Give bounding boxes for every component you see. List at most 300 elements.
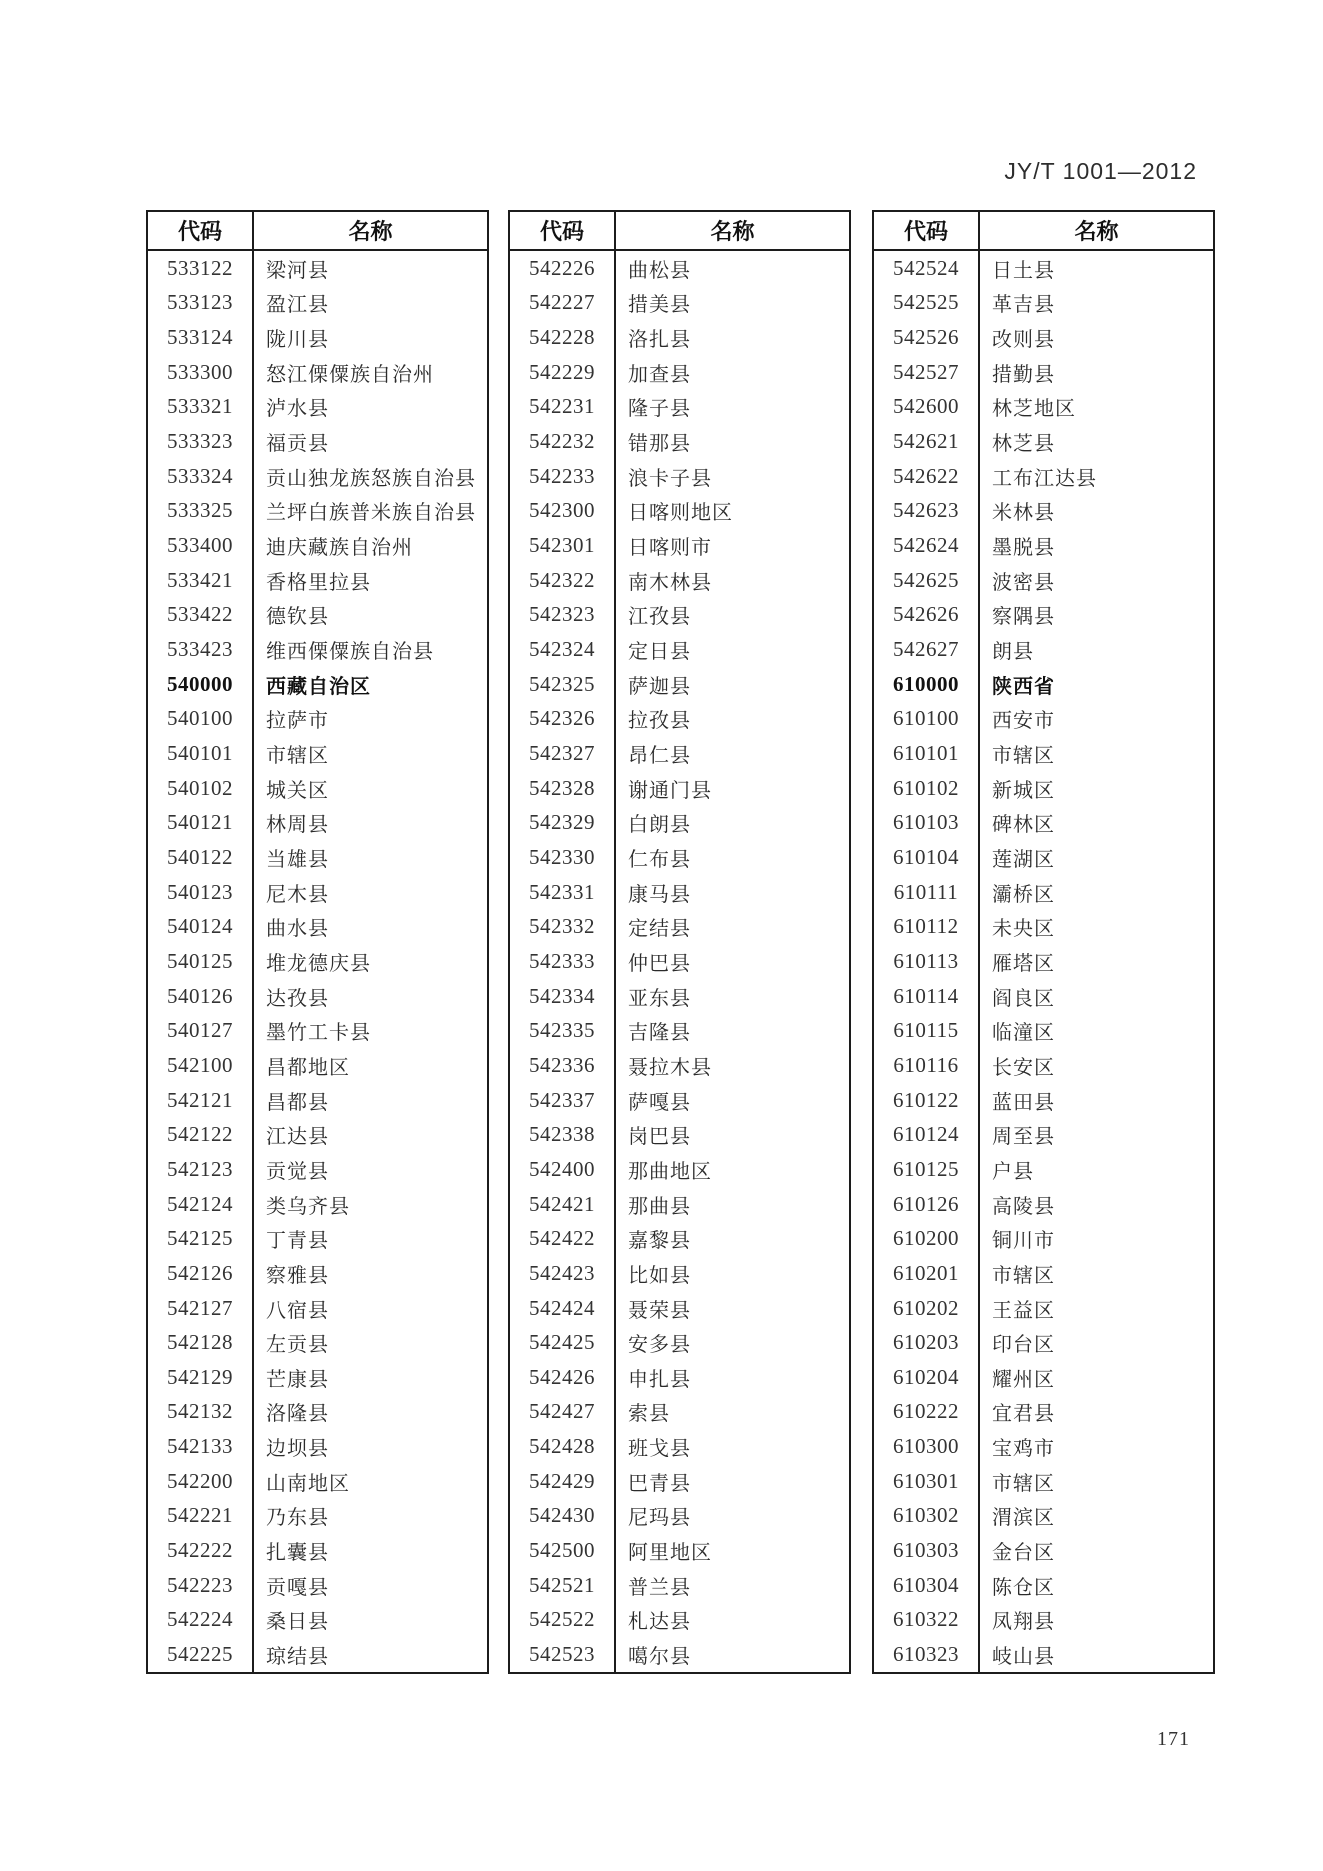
code-cell: 542322 — [510, 563, 616, 598]
table-row — [510, 355, 849, 390]
code-cell: 542133 — [148, 1429, 254, 1464]
code-cell: 533421 — [148, 563, 254, 598]
table-row — [874, 1256, 1213, 1291]
code-cell: 610113 — [874, 944, 980, 979]
name-cell: 那曲地区 — [628, 1160, 712, 1183]
name-cell: 周至县 — [992, 1126, 1055, 1149]
table-row — [510, 494, 849, 529]
code-cell: 542621 — [874, 424, 980, 459]
name-cell: 定日县 — [628, 641, 691, 664]
name-cell: 普兰县 — [628, 1576, 691, 1599]
code-cell: 542426 — [510, 1360, 616, 1395]
table-row — [874, 1568, 1213, 1603]
name-cell: 市辖区 — [266, 745, 329, 768]
table-row — [148, 1083, 487, 1118]
table-row — [148, 909, 487, 944]
code-cell: 533321 — [148, 390, 254, 425]
table-row — [510, 424, 849, 459]
code-cell: 533324 — [148, 459, 254, 494]
name-cell: 丁青县 — [266, 1230, 329, 1253]
code-cell: 610303 — [874, 1533, 980, 1568]
name-cell: 贡山独龙族怒族自治县 — [266, 467, 476, 490]
name-cell: 扎囊县 — [266, 1542, 329, 1565]
name-cell: 江达县 — [266, 1126, 329, 1149]
name-cell: 岐山县 — [992, 1646, 1055, 1669]
name-cell: 洛隆县 — [266, 1403, 329, 1426]
name-cell: 类乌齐县 — [266, 1195, 350, 1218]
table-row — [148, 667, 487, 702]
table-row — [510, 1395, 849, 1430]
code-cell: 610200 — [874, 1221, 980, 1256]
name-cell: 仁布县 — [628, 848, 691, 871]
name-cell: 雁塔区 — [992, 952, 1055, 975]
table-row — [874, 1464, 1213, 1499]
name-cell: 康马县 — [628, 883, 691, 906]
table-row — [510, 840, 849, 875]
name-cell: 谢通门县 — [628, 779, 712, 802]
name-cell: 昂仁县 — [628, 745, 691, 768]
code-cell: 542132 — [148, 1395, 254, 1430]
table-header-row — [874, 212, 1213, 251]
code-cell: 542225 — [148, 1637, 254, 1672]
table-row — [510, 598, 849, 633]
table-row — [148, 875, 487, 910]
table-row — [874, 840, 1213, 875]
code-cell: 610104 — [874, 840, 980, 875]
name-cell: 灞桥区 — [992, 883, 1055, 906]
code-cell: 542625 — [874, 563, 980, 598]
name-cell: 未央区 — [992, 918, 1055, 941]
code-cell: 540100 — [148, 702, 254, 737]
name-cell: 拉萨市 — [266, 710, 329, 733]
table-header-row — [148, 212, 487, 251]
code-cell: 610101 — [874, 736, 980, 771]
name-cell: 错那县 — [628, 433, 691, 456]
code-cell: 542427 — [510, 1395, 616, 1430]
code-cell: 542127 — [148, 1291, 254, 1326]
code-cell: 542624 — [874, 528, 980, 563]
table-row — [874, 979, 1213, 1014]
table-row — [148, 771, 487, 806]
table-row — [148, 1395, 487, 1430]
column-header-name: 名称 — [348, 219, 393, 244]
table-row — [510, 1499, 849, 1534]
table-row — [874, 528, 1213, 563]
code-cell: 540121 — [148, 806, 254, 841]
code-cell: 542233 — [510, 459, 616, 494]
table-row — [874, 563, 1213, 598]
name-cell: 梁河县 — [266, 259, 329, 282]
table-row — [874, 1187, 1213, 1222]
name-cell: 察隅县 — [992, 606, 1055, 629]
table-row — [874, 1637, 1213, 1672]
table-row — [148, 944, 487, 979]
code-cell: 610322 — [874, 1603, 980, 1638]
table-row — [510, 1256, 849, 1291]
code-cell: 542522 — [510, 1603, 616, 1638]
name-cell: 安多县 — [628, 1334, 691, 1357]
code-cell: 540127 — [148, 1013, 254, 1048]
table-row — [148, 979, 487, 1014]
name-cell: 林芝县 — [992, 433, 1055, 456]
name-cell: 琼结县 — [266, 1646, 329, 1669]
name-cell: 朗县 — [992, 641, 1034, 664]
table-row — [510, 1187, 849, 1222]
table-row — [148, 1360, 487, 1395]
name-cell: 市辖区 — [992, 745, 1055, 768]
name-cell: 拉孜县 — [628, 710, 691, 733]
table-row — [148, 1152, 487, 1187]
code-cell: 542328 — [510, 771, 616, 806]
table-row — [510, 632, 849, 667]
name-cell: 凤翔县 — [992, 1611, 1055, 1634]
name-cell: 林周县 — [266, 814, 329, 837]
table-row — [874, 1083, 1213, 1118]
table-row — [510, 979, 849, 1014]
name-cell: 福贡县 — [266, 433, 329, 456]
table-row — [148, 1013, 487, 1048]
code-cell: 542122 — [148, 1117, 254, 1152]
code-cell: 542126 — [148, 1256, 254, 1291]
code-cell: 542128 — [148, 1325, 254, 1360]
code-cell: 610201 — [874, 1256, 980, 1291]
name-cell: 贡嘎县 — [266, 1576, 329, 1599]
table-row — [510, 702, 849, 737]
name-cell: 措美县 — [628, 294, 691, 317]
table-row — [510, 806, 849, 841]
code-cell: 533124 — [148, 320, 254, 355]
code-cell: 610222 — [874, 1395, 980, 1430]
table-row — [510, 1291, 849, 1326]
name-cell: 泸水县 — [266, 398, 329, 421]
code-cell: 542423 — [510, 1256, 616, 1291]
name-cell: 芒康县 — [266, 1368, 329, 1391]
name-cell: 墨脱县 — [992, 537, 1055, 560]
table-row — [148, 1291, 487, 1326]
table-row — [510, 390, 849, 425]
name-cell: 昌都县 — [266, 1091, 329, 1114]
table-row — [874, 909, 1213, 944]
code-cell: 542424 — [510, 1291, 616, 1326]
code-cell: 542231 — [510, 390, 616, 425]
code-cell: 542121 — [148, 1083, 254, 1118]
code-cell: 542335 — [510, 1013, 616, 1048]
code-cell: 542324 — [510, 632, 616, 667]
table-row — [148, 355, 487, 390]
table-row — [510, 286, 849, 321]
table-row — [510, 1117, 849, 1152]
table-row — [148, 390, 487, 425]
table-row — [874, 1395, 1213, 1430]
table-row — [874, 320, 1213, 355]
name-cell: 盈江县 — [266, 294, 329, 317]
table-row — [874, 286, 1213, 321]
name-cell: 加查县 — [628, 363, 691, 386]
table-row — [148, 1256, 487, 1291]
table-row — [874, 702, 1213, 737]
name-cell: 金台区 — [992, 1542, 1055, 1565]
name-cell: 当雄县 — [266, 848, 329, 871]
name-cell: 莲湖区 — [992, 848, 1055, 871]
table-row — [148, 702, 487, 737]
code-cell: 542223 — [148, 1568, 254, 1603]
name-cell: 阎良区 — [992, 987, 1055, 1010]
name-cell: 林芝地区 — [992, 398, 1076, 421]
code-cell: 610202 — [874, 1291, 980, 1326]
name-cell: 白朗县 — [628, 814, 691, 837]
code-cell: 540126 — [148, 979, 254, 1014]
table-body — [148, 251, 487, 1672]
table-row — [148, 1048, 487, 1083]
name-cell: 噶尔县 — [628, 1646, 691, 1669]
name-cell: 洛扎县 — [628, 329, 691, 352]
name-cell: 曲松县 — [628, 259, 691, 282]
table-row — [874, 1533, 1213, 1568]
code-cell: 542421 — [510, 1187, 616, 1222]
code-cell: 542334 — [510, 979, 616, 1014]
name-cell: 西安市 — [992, 710, 1055, 733]
code-cell: 542227 — [510, 286, 616, 321]
code-cell: 540124 — [148, 909, 254, 944]
table-row — [510, 667, 849, 702]
code-cell: 533300 — [148, 355, 254, 390]
code-cell: 610112 — [874, 909, 980, 944]
table-row — [874, 1013, 1213, 1048]
code-cell: 542124 — [148, 1187, 254, 1222]
table-row — [874, 1048, 1213, 1083]
code-cell: 542200 — [148, 1464, 254, 1499]
table-row — [148, 736, 487, 771]
name-cell: 市辖区 — [992, 1472, 1055, 1495]
name-cell: 改则县 — [992, 329, 1055, 352]
code-cell: 610300 — [874, 1429, 980, 1464]
code-cell: 542425 — [510, 1325, 616, 1360]
name-cell: 江孜县 — [628, 606, 691, 629]
table-row — [510, 528, 849, 563]
table-row — [510, 563, 849, 598]
table-row — [510, 1083, 849, 1118]
code-cell: 542228 — [510, 320, 616, 355]
name-cell: 左贡县 — [266, 1334, 329, 1357]
code-cell: 542222 — [148, 1533, 254, 1568]
code-cell: 610111 — [874, 875, 980, 910]
name-cell: 仲巴县 — [628, 952, 691, 975]
table-row — [148, 528, 487, 563]
table-row — [874, 1360, 1213, 1395]
table-row — [874, 598, 1213, 633]
code-cell: 542333 — [510, 944, 616, 979]
table-row — [874, 1221, 1213, 1256]
code-table-middle — [508, 210, 851, 1674]
table-row — [510, 1568, 849, 1603]
table-row — [148, 1117, 487, 1152]
code-cell: 533123 — [148, 286, 254, 321]
code-cell: 542521 — [510, 1568, 616, 1603]
name-cell: 迪庆藏族自治州 — [266, 537, 413, 560]
name-cell: 铜川市 — [992, 1230, 1055, 1253]
code-cell: 542331 — [510, 875, 616, 910]
table-row — [148, 424, 487, 459]
table-row — [510, 320, 849, 355]
table-row — [148, 1568, 487, 1603]
table-row — [874, 1291, 1213, 1326]
name-cell: 新城区 — [992, 779, 1055, 802]
table-row — [148, 632, 487, 667]
code-cell: 542622 — [874, 459, 980, 494]
code-cell: 542129 — [148, 1360, 254, 1395]
table-row — [510, 1603, 849, 1638]
name-cell: 岗巴县 — [628, 1126, 691, 1149]
name-cell: 隆子县 — [628, 398, 691, 421]
name-cell: 比如县 — [628, 1264, 691, 1287]
column-header-name: 名称 — [710, 219, 755, 244]
code-cell: 542100 — [148, 1048, 254, 1083]
table-row — [148, 251, 487, 286]
name-cell: 乃东县 — [266, 1507, 329, 1530]
code-cell: 542526 — [874, 320, 980, 355]
table-row — [510, 771, 849, 806]
name-cell: 索县 — [628, 1403, 670, 1426]
code-cell: 610115 — [874, 1013, 980, 1048]
code-cell: 610102 — [874, 771, 980, 806]
code-cell: 610302 — [874, 1499, 980, 1534]
name-cell: 宝鸡市 — [992, 1438, 1055, 1461]
table-row — [510, 459, 849, 494]
table-row — [874, 424, 1213, 459]
name-cell: 工布江达县 — [992, 467, 1097, 490]
table-body — [510, 251, 849, 1672]
table-row — [510, 875, 849, 910]
name-cell: 南木林县 — [628, 571, 712, 594]
table-row — [148, 1429, 487, 1464]
code-cell: 542123 — [148, 1152, 254, 1187]
table-row — [510, 1533, 849, 1568]
table-row — [148, 286, 487, 321]
name-cell: 兰坪白族普米族自治县 — [266, 502, 476, 525]
table-row — [148, 1464, 487, 1499]
name-cell: 碑林区 — [992, 814, 1055, 837]
name-cell: 聂拉木县 — [628, 1056, 712, 1079]
table-row — [874, 1603, 1213, 1638]
table-row — [148, 1325, 487, 1360]
code-cell: 542226 — [510, 251, 616, 286]
table-row — [148, 320, 487, 355]
table-row — [510, 1013, 849, 1048]
code-cell: 610122 — [874, 1083, 980, 1118]
code-cell: 610116 — [874, 1048, 980, 1083]
column-header-code: 代码 — [148, 212, 254, 249]
code-cell: 542221 — [148, 1499, 254, 1534]
code-cell: 542527 — [874, 355, 980, 390]
table-row — [510, 909, 849, 944]
name-cell: 山南地区 — [266, 1472, 350, 1495]
code-cell: 542229 — [510, 355, 616, 390]
table-row — [874, 459, 1213, 494]
code-cell: 542627 — [874, 632, 980, 667]
table-row — [874, 944, 1213, 979]
table-row — [874, 1429, 1213, 1464]
code-cell: 533422 — [148, 598, 254, 633]
table-row — [148, 563, 487, 598]
code-cell: 540101 — [148, 736, 254, 771]
name-cell: 尼玛县 — [628, 1507, 691, 1530]
page-number: 171 — [1157, 1728, 1190, 1750]
table-row — [874, 632, 1213, 667]
standard-number: JY/T 1001—2012 — [1004, 158, 1197, 184]
code-cell: 540102 — [148, 771, 254, 806]
table-row — [874, 494, 1213, 529]
code-cell: 542337 — [510, 1083, 616, 1118]
name-cell: 日土县 — [992, 259, 1055, 282]
table-row — [874, 355, 1213, 390]
code-cell: 542336 — [510, 1048, 616, 1083]
table-row — [510, 944, 849, 979]
table-row — [510, 1152, 849, 1187]
code-cell: 542429 — [510, 1464, 616, 1499]
name-cell: 日喀则地区 — [628, 502, 733, 525]
table-row — [148, 806, 487, 841]
table-row — [148, 459, 487, 494]
code-cell: 610203 — [874, 1325, 980, 1360]
code-cell: 540125 — [148, 944, 254, 979]
table-row — [148, 840, 487, 875]
code-cell: 610124 — [874, 1117, 980, 1152]
name-cell: 西藏自治区 — [266, 675, 371, 698]
name-cell: 浪卡子县 — [628, 467, 712, 490]
table-row — [874, 771, 1213, 806]
code-cell: 610323 — [874, 1637, 980, 1672]
code-cell: 542400 — [510, 1152, 616, 1187]
name-cell: 陕西省 — [992, 675, 1055, 698]
code-cell: 533122 — [148, 251, 254, 286]
column-header-name: 名称 — [1074, 219, 1119, 244]
code-cell: 610301 — [874, 1464, 980, 1499]
code-cell: 542524 — [874, 251, 980, 286]
name-cell: 耀州区 — [992, 1368, 1055, 1391]
table-row — [874, 1499, 1213, 1534]
name-cell: 昌都地区 — [266, 1056, 350, 1079]
code-cell: 540000 — [148, 667, 254, 702]
code-cell: 610114 — [874, 979, 980, 1014]
name-cell: 宜君县 — [992, 1403, 1055, 1426]
name-cell: 定结县 — [628, 918, 691, 941]
name-cell: 长安区 — [992, 1056, 1055, 1079]
name-cell: 那曲县 — [628, 1195, 691, 1218]
table-row — [874, 1325, 1213, 1360]
code-cell: 542329 — [510, 806, 616, 841]
code-cell: 542500 — [510, 1533, 616, 1568]
code-cell: 610125 — [874, 1152, 980, 1187]
code-cell: 542325 — [510, 667, 616, 702]
code-cell: 610103 — [874, 806, 980, 841]
code-cell: 533400 — [148, 528, 254, 563]
name-cell: 吉隆县 — [628, 1022, 691, 1045]
column-header-code: 代码 — [874, 212, 980, 249]
name-cell: 巴青县 — [628, 1472, 691, 1495]
table-row — [510, 1221, 849, 1256]
table-row — [148, 1603, 487, 1638]
name-cell: 香格里拉县 — [266, 571, 371, 594]
name-cell: 萨嘎县 — [628, 1091, 691, 1114]
table-row — [148, 1187, 487, 1222]
code-cell: 610000 — [874, 667, 980, 702]
code-cell: 542327 — [510, 736, 616, 771]
name-cell: 尼木县 — [266, 883, 329, 906]
code-cell: 542323 — [510, 598, 616, 633]
name-cell: 陇川县 — [266, 329, 329, 352]
code-cell: 542430 — [510, 1499, 616, 1534]
name-cell: 德钦县 — [266, 606, 329, 629]
